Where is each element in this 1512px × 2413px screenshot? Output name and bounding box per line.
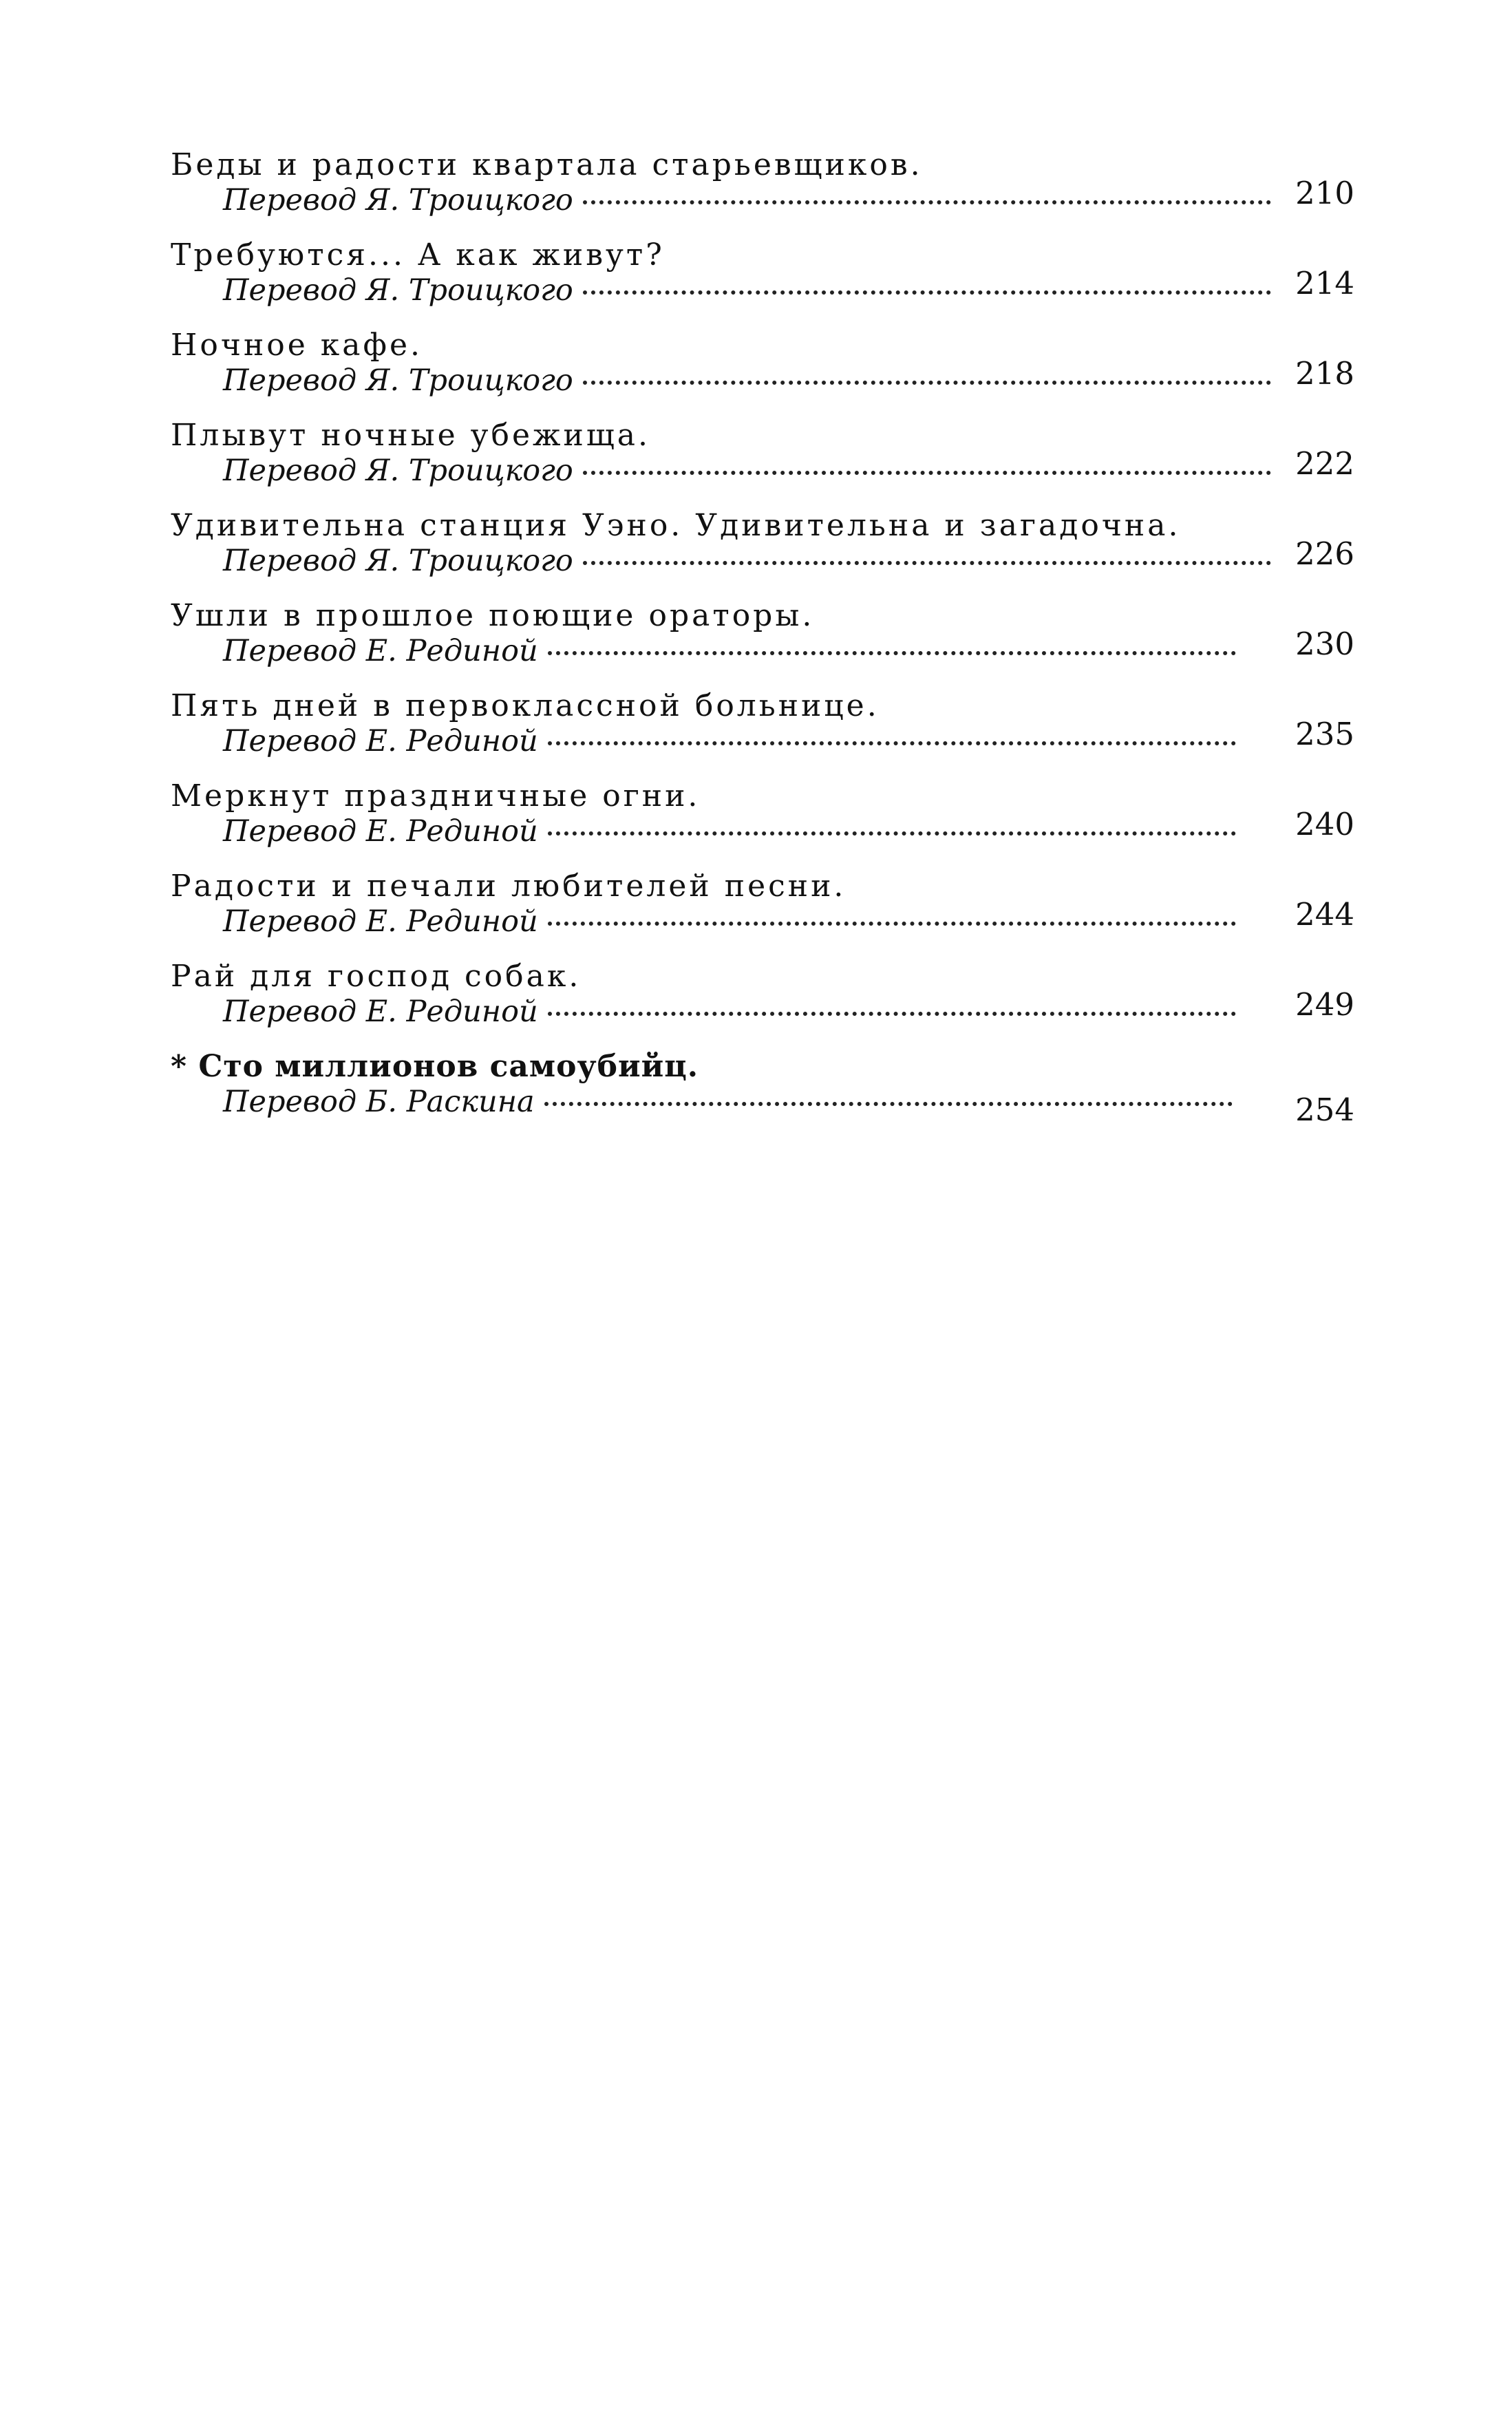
entry-page-number: 214 — [1295, 265, 1354, 301]
dot-leader — [583, 471, 1271, 475]
entry-title: Пять дней в первоклассной больнице. — [171, 688, 880, 723]
entry-translator-line — [223, 635, 1418, 668]
entry-title: Рай для господ собак. — [171, 959, 582, 994]
dot-leader — [583, 200, 1271, 204]
entry-translator: Перевод Я. Троицкого — [223, 273, 573, 308]
entry-translator-line — [223, 545, 1418, 577]
dot-leader — [583, 290, 1271, 295]
entry-translator-line — [223, 725, 1418, 758]
entry-translator: Перевод Я. Троицкого — [223, 183, 573, 217]
toc-entry — [171, 1039, 1354, 1129]
entry-translator: Перевод Е. Рединой — [223, 814, 538, 849]
toc-entry — [171, 679, 1354, 769]
entry-page-number: 249 — [1295, 986, 1354, 1023]
toc-entry — [171, 498, 1354, 588]
dot-leader — [544, 1102, 1233, 1106]
entry-title: Плывут ночные убежища. — [171, 418, 650, 453]
entry-title: Ушли в прошлое поющие ораторы. — [171, 598, 815, 633]
entry-page-number: 235 — [1295, 716, 1354, 752]
dot-leader — [548, 831, 1236, 836]
entry-translator-line — [223, 184, 1418, 217]
entry-translator: Перевод Я. Троицкого — [223, 454, 573, 488]
entry-translator: Перевод Е. Рединой — [223, 634, 538, 668]
entry-translator: Перевод Е. Рединой — [223, 904, 538, 939]
toc-entry — [171, 318, 1354, 408]
dot-leader — [548, 741, 1236, 745]
entry-page-number: 244 — [1295, 896, 1354, 933]
toc-entry — [171, 769, 1354, 859]
entry-translator-line — [223, 906, 1418, 938]
entry-translator-line — [223, 275, 1418, 307]
entry-page-number: 218 — [1295, 355, 1354, 392]
entry-translator-line — [223, 365, 1418, 397]
entry-title: Требуются... А как живут? — [171, 237, 665, 273]
entry-translator-line — [223, 996, 1418, 1028]
entry-page-number: 254 — [1295, 1092, 1354, 1128]
entry-page-number: 240 — [1295, 806, 1354, 842]
toc-entry — [171, 408, 1354, 498]
entry-page-number: 226 — [1295, 535, 1354, 572]
entry-title: Ночное кафе. — [171, 328, 423, 363]
toc-entry — [171, 138, 1354, 228]
dot-leader — [583, 561, 1271, 565]
entry-translator: Перевод Я. Троицкого — [223, 544, 573, 578]
dot-leader — [548, 922, 1236, 926]
entry-title: * Сто миллионов самоубийц. — [171, 1049, 699, 1084]
entry-translator: Перевод Б. Раскина — [223, 1085, 535, 1119]
toc-entry — [171, 949, 1354, 1039]
entry-title: Удивительна станция Уэно. Удивительна и загадочна. — [171, 508, 1181, 543]
toc-entry — [171, 588, 1354, 679]
entry-translator: Перевод Е. Рединой — [223, 995, 538, 1029]
toc-entry — [171, 228, 1354, 318]
entry-translator-line — [223, 455, 1418, 487]
entry-title: Беды и радости квартала старьевщиков. — [171, 147, 923, 182]
entry-title: Меркнут праздничные огни. — [171, 778, 701, 814]
entry-translator-line — [223, 816, 1418, 848]
entry-page-number: 222 — [1295, 445, 1354, 482]
entry-translator: Перевод Е. Рединой — [223, 724, 538, 758]
dot-leader — [548, 1012, 1236, 1016]
entry-translator: Перевод Я. Троицкого — [223, 363, 573, 398]
entry-page-number: 210 — [1295, 175, 1354, 211]
entry-page-number: 230 — [1295, 626, 1354, 662]
dot-leader — [583, 381, 1271, 385]
table-of-contents — [171, 138, 1354, 1129]
entry-title: Радости и печали любителей песни. — [171, 869, 846, 904]
toc-entry — [171, 859, 1354, 949]
entry-translator-line — [223, 1086, 1418, 1118]
dot-leader — [548, 651, 1236, 655]
